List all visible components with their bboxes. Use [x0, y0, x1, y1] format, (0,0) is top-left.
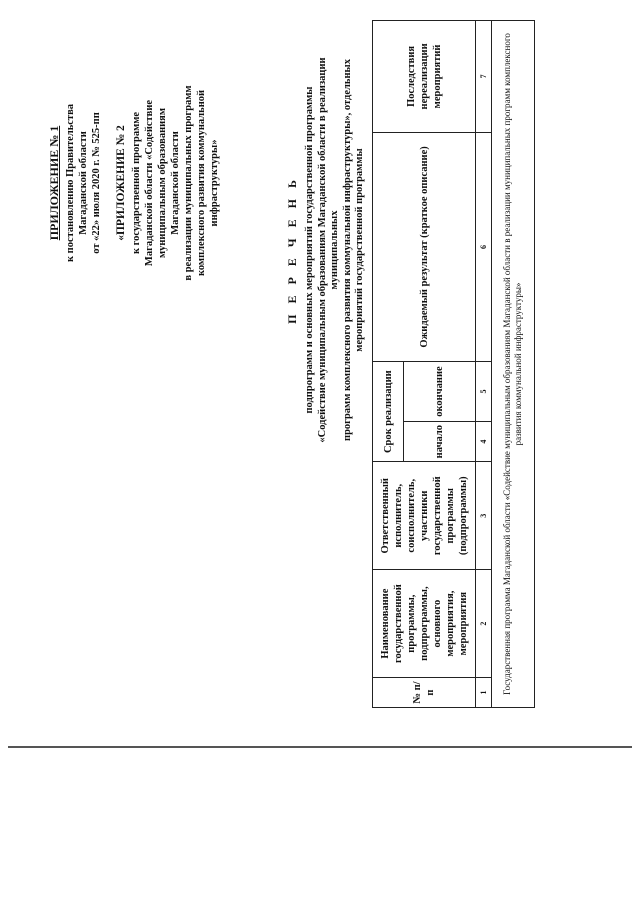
column-numbers-row: [476, 21, 492, 708]
appendix-line: Магаданской области «Содействие: [144, 99, 155, 267]
column-number: 2: [476, 570, 492, 678]
column-number: 3: [476, 462, 492, 570]
column-number: 4: [476, 422, 492, 462]
appendix-line: комплексного развития коммунальной: [196, 89, 207, 277]
appendix-line: инфраструктуры»: [209, 139, 220, 227]
appendix-subtitle: «ПРИЛОЖЕНИЕ № 2: [115, 125, 127, 241]
appendix-line: к постановлению Правительства: [65, 103, 76, 263]
table-row: [492, 21, 535, 708]
header-period: Срок реализации: [373, 362, 404, 462]
title-line: подпрограмм и основных мероприятий государственной программы: [304, 86, 315, 414]
appendix-line: муниципальным образованиям: [157, 107, 168, 259]
events-table: [372, 20, 535, 708]
appendix-title: ПРИЛОЖЕНИЕ № 1: [47, 125, 61, 241]
column-number: 1: [476, 678, 492, 708]
header-start: начало: [404, 422, 476, 462]
header-name: Наименование государственной программы, подпрограммы, основного мероприятия, мероприятия: [373, 570, 476, 678]
appendix-line: в реализации муниципальных программ: [183, 85, 194, 281]
column-number: 7: [476, 21, 492, 133]
column-number: 6: [476, 132, 492, 361]
header-result: Ожидаемый результат (краткое описание): [373, 132, 476, 361]
header-executor: Ответственный исполнитель, соисполнитель, участники государственной программы (подпрограммы): [373, 462, 476, 570]
appendix-block: [48, 68, 221, 298]
title-line: мероприятий государственной программы: [354, 148, 365, 352]
header-number: № п/п: [373, 678, 476, 708]
appendix-line: Магаданской области: [170, 131, 181, 235]
header-consequences: Последствия нереализации мероприятий: [373, 21, 476, 133]
title-line: «Содействие муниципальным образованиям Магаданской области в реализации муниципальных: [316, 57, 340, 443]
program-row-text: Государственная программа Магаданской области «Содействие муниципальным образованиям Магаданской области в реализации муниципальных программ комплексного развития коммунальной инфраструктуры»: [492, 21, 535, 708]
table-header-row: [373, 21, 404, 708]
appendix-line: Магаданской области: [78, 131, 89, 235]
column-number: 5: [476, 362, 492, 422]
title-heading: П Е Р Е Ч Е Н Ь: [285, 176, 299, 324]
appendix-date: от «22» июля 2020 г. № 525-пп: [91, 112, 102, 254]
header-end: окончание: [404, 362, 476, 422]
title-line: программ комплексного развития коммунальной инфраструктуры», отдельных: [341, 59, 353, 441]
divider-line: [8, 746, 632, 748]
document-title: [285, 20, 367, 480]
appendix-line: к государственной программе: [131, 111, 142, 255]
